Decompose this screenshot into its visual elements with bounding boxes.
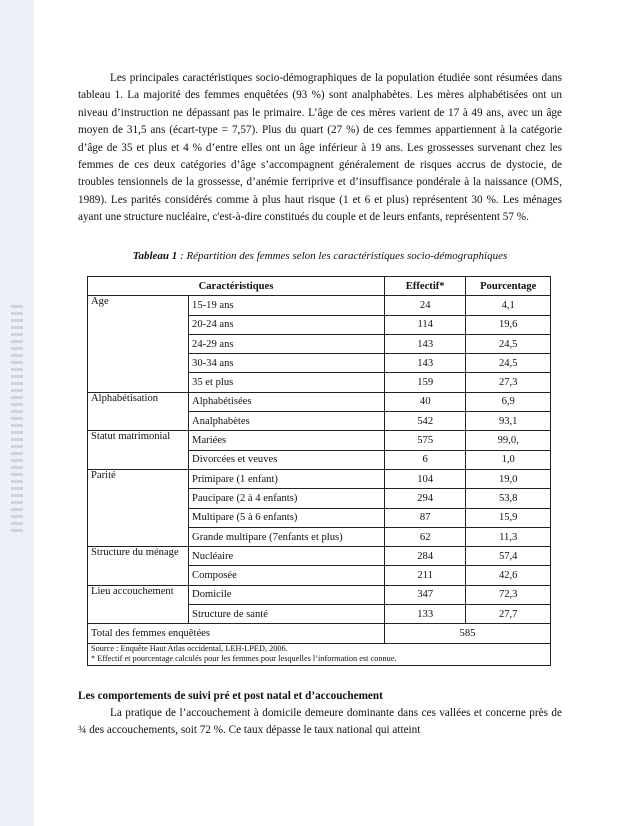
percentage-cell: 93,1: [466, 412, 551, 431]
characteristic-cell: Paucipare (2 à 4 enfants): [189, 489, 385, 508]
body-paragraph: La pratique de l’accouchement à domicile demeure dominante dans ces vallées et concerne près de ¾ des accouchements, soit 72 %. Ce taux dépasse le taux national qui atteint: [78, 707, 562, 737]
characteristic-cell: 24-29 ans: [189, 334, 385, 353]
percentage-cell: 27,7: [466, 605, 551, 624]
effectif-cell: 211: [384, 566, 465, 585]
table-caption-text: : Répartition des femmes selon les caractéristiques socio-démographiques: [177, 250, 508, 262]
characteristic-cell: Analphabètes: [189, 412, 385, 431]
source-line: Source : Enquête Haut Atlas occidental, LEH-LPED, 2006.: [91, 643, 288, 653]
category-label: Parité: [88, 469, 189, 546]
effectif-cell: 159: [384, 373, 465, 392]
effectif-cell: 143: [384, 334, 465, 353]
effectif-cell: 542: [384, 412, 465, 431]
effectif-cell: 40: [384, 392, 465, 411]
characteristic-cell: 15-19 ans: [189, 296, 385, 315]
percentage-cell: 99,0,: [466, 431, 551, 450]
table-row: [88, 585, 551, 604]
effectif-cell: 6: [384, 450, 465, 469]
margin-watermark: [11, 305, 23, 535]
category-label: Alphabétisation: [88, 392, 189, 431]
effectif-cell: 143: [384, 354, 465, 373]
percentage-cell: 24,5: [466, 334, 551, 353]
percentage-cell: 19,6: [466, 315, 551, 334]
characteristic-cell: Primipare (1 enfant): [189, 469, 385, 488]
effectif-cell: 575: [384, 431, 465, 450]
effectif-cell: 133: [384, 605, 465, 624]
table-body: [88, 296, 551, 624]
percentage-cell: 1,0: [466, 450, 551, 469]
side-margin-strip: [0, 0, 34, 826]
table-caption-label: Tableau 1: [132, 250, 178, 262]
effectif-cell: 87: [384, 508, 465, 527]
table-source-note: [88, 643, 551, 665]
characteristic-cell: 20-24 ans: [189, 315, 385, 334]
characteristic-cell: Nucléaire: [189, 547, 385, 566]
total-row: [88, 624, 551, 643]
header-effectif: Effectif*: [384, 277, 465, 296]
characteristic-cell: Composée: [189, 566, 385, 585]
table-header-row: [88, 277, 551, 296]
percentage-cell: 42,6: [466, 566, 551, 585]
table-row: [88, 547, 551, 566]
percentage-cell: 53,8: [466, 489, 551, 508]
percentage-cell: 11,3: [466, 527, 551, 546]
percentage-cell: 27,3: [466, 373, 551, 392]
percentage-cell: 15,9: [466, 508, 551, 527]
category-label: Age: [88, 296, 189, 392]
category-label: Lieu accouchement: [88, 585, 189, 624]
demographics-table: [87, 276, 551, 666]
table-caption: [78, 248, 562, 264]
table-row: [88, 431, 551, 450]
section-heading: Les comportements de suivi pré et post natal et d’accouchement: [78, 690, 383, 702]
effectif-cell: 62: [384, 527, 465, 546]
percentage-cell: 24,5: [466, 354, 551, 373]
effectif-cell: 347: [384, 585, 465, 604]
footnote-line: * Effectif et pourcentage calculés pour les femmes pour lesquelles l’information est connue.: [91, 654, 397, 664]
effectif-cell: 284: [384, 547, 465, 566]
percentage-cell: 6,9: [466, 392, 551, 411]
effectif-cell: 24: [384, 296, 465, 315]
percentage-cell: 19,0: [466, 469, 551, 488]
characteristic-cell: 30-34 ans: [189, 354, 385, 373]
header-characteristics: Caractéristiques: [88, 277, 385, 296]
characteristic-cell: Structure de santé: [189, 605, 385, 624]
percentage-cell: 4,1: [466, 296, 551, 315]
intro-paragraph: Les principales caractéristiques socio-démographiques de la population étudiée sont résumées dans tableau 1. La majorité des femmes enquêtées (93 %) sont analphabètes. Les mères alphabétisées ont un niveau d’instruction ne dépassant pas le primaire. L’âge de ces mères varient de 17 à 49 ans, avec un âge moyen de 31,5 ans (écart-type = 7,57). Plus du quart (27 %) de ces femmes appartiennent à la catégorie d’âge de 35 et plus et 4 % d’entre elles ont un âge inférieur à 19 ans. Les grossesses survenant chez les femmes de ces deux catégories d’âge s’accompagnent généralement de risques accrus de dystocie, de troubles tensionnels de la grossesse, d’anémie ferriprive et d’insuffisance pondérale à la naissance (OMS, 1989). Les parités considérés comme à plus haut risque (1 et 6 et plus) représentent 30 %. Les ménages ayant une structure nucléaire, c'est-à-dire constitués du couple et de leurs enfants, représentent 57 %.: [78, 72, 562, 224]
table-row: [88, 296, 551, 315]
effectif-cell: 104: [384, 469, 465, 488]
characteristic-cell: Alphabétisées: [189, 392, 385, 411]
characteristic-cell: Divorcées et veuves: [189, 450, 385, 469]
effectif-cell: 294: [384, 489, 465, 508]
header-pourcentage: Pourcentage: [466, 277, 551, 296]
percentage-cell: 72,3: [466, 585, 551, 604]
category-label: Statut matrimonial: [88, 431, 189, 470]
percentage-cell: 57,4: [466, 547, 551, 566]
total-value: 585: [384, 624, 550, 643]
category-label: Structure du ménage: [88, 547, 189, 586]
characteristic-cell: Mariées: [189, 431, 385, 450]
table-row: [88, 392, 551, 411]
source-row: [88, 643, 551, 665]
characteristic-cell: 35 et plus: [189, 373, 385, 392]
characteristic-cell: Domicile: [189, 585, 385, 604]
characteristic-cell: Grande multipare (7enfants et plus): [189, 527, 385, 546]
total-label: Total des femmes enquêtées: [88, 624, 385, 643]
table-row: [88, 469, 551, 488]
effectif-cell: 114: [384, 315, 465, 334]
characteristic-cell: Multipare (5 à 6 enfants): [189, 508, 385, 527]
